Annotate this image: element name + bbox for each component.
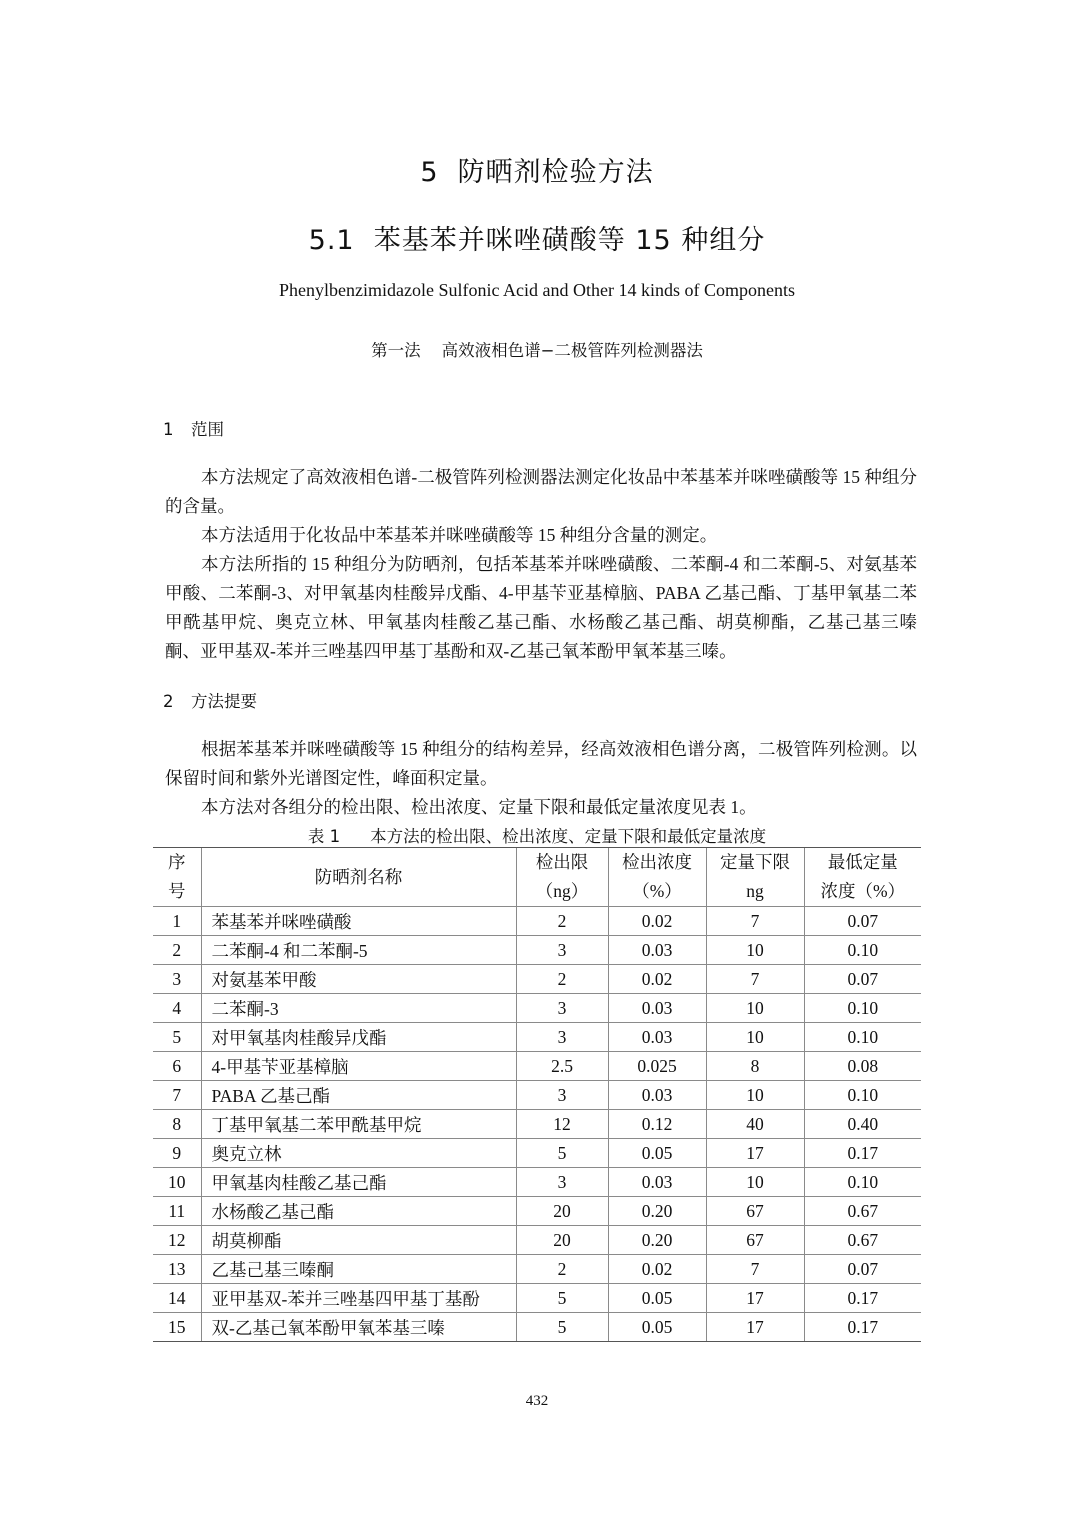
section-title-english: Phenylbenzimidazole Sulfonic Acid and Other 14 kinds of Components — [279, 280, 795, 300]
cell-detection-concentration: 0.20 — [608, 1226, 706, 1255]
cell-index: 13 — [153, 1255, 201, 1284]
section-2-heading — [163, 688, 257, 712]
table-row — [153, 1255, 921, 1284]
cell-min-quant-concentration: 0.67 — [804, 1226, 921, 1255]
cell-min-quant-concentration: 0.08 — [804, 1052, 921, 1081]
table-row — [153, 965, 921, 994]
cell-quantitation-limit: 7 — [706, 1255, 804, 1284]
cell-name: 奥克立林 — [201, 1139, 516, 1168]
cell-quantitation-limit: 17 — [706, 1313, 804, 1342]
cell-detection-concentration: 0.02 — [608, 907, 706, 936]
cell-index: 4 — [153, 994, 201, 1023]
cell-index: 8 — [153, 1110, 201, 1139]
table-row — [153, 1284, 921, 1313]
cell-quantitation-limit: 7 — [706, 907, 804, 936]
paragraph: 本方法适用于化妆品中苯基苯并咪唑磺酸等 15 种组分含量的测定。 — [201, 525, 718, 545]
header-index: 序 号 — [153, 848, 201, 907]
cell-name: 亚甲基双-苯并三唑基四甲基丁基酚 — [201, 1284, 516, 1313]
cell-name: 苯基苯并咪唑磺酸 — [201, 907, 516, 936]
cell-detection-limit: 3 — [516, 1168, 608, 1197]
section-title: 苯基苯并咪唑磺酸等 15 种组分 — [373, 225, 766, 256]
cell-detection-concentration: 0.025 — [608, 1052, 706, 1081]
cell-min-quant-concentration: 0.40 — [804, 1110, 921, 1139]
cell-detection-concentration: 0.03 — [608, 1168, 706, 1197]
cell-detection-limit: 5 — [516, 1139, 608, 1168]
cell-index: 15 — [153, 1313, 201, 1342]
table-caption-title: 本方法的检出限、检出浓度、定量下限和最低定量浓度 — [370, 827, 767, 846]
cell-min-quant-concentration: 0.17 — [804, 1139, 921, 1168]
cell-quantitation-limit: 40 — [706, 1110, 804, 1139]
cell-index: 2 — [153, 936, 201, 965]
cell-detection-limit: 2.5 — [516, 1052, 608, 1081]
cell-detection-concentration: 0.05 — [608, 1284, 706, 1313]
section-1-number: 1 — [163, 420, 174, 439]
table-caption-number: 表 1 — [307, 827, 341, 846]
cell-min-quant-concentration: 0.10 — [804, 1168, 921, 1197]
cell-quantitation-limit: 8 — [706, 1052, 804, 1081]
header-detection-limit: 检出限 （ng） — [516, 848, 608, 907]
cell-detection-concentration: 0.12 — [608, 1110, 706, 1139]
cell-name: 双-乙基己氧苯酚甲氧苯基三嗪 — [201, 1313, 516, 1342]
header-quantitation-limit: 定量下限 ng — [706, 848, 804, 907]
table-row — [153, 1226, 921, 1255]
cell-name: 对甲氧基肉桂酸异戊酯 — [201, 1023, 516, 1052]
chapter-title: 防晒剂检验方法 — [457, 157, 654, 188]
cell-detection-concentration: 0.03 — [608, 936, 706, 965]
cell-detection-concentration: 0.02 — [608, 965, 706, 994]
cell-index: 1 — [153, 907, 201, 936]
cell-detection-limit: 20 — [516, 1226, 608, 1255]
cell-detection-limit: 3 — [516, 1081, 608, 1110]
cell-name: 对氨基苯甲酸 — [201, 965, 516, 994]
header-min-quant-concentration: 最低定量 浓度（%） — [804, 848, 921, 907]
cell-detection-limit: 2 — [516, 1255, 608, 1284]
page-number: 432 — [525, 1393, 549, 1409]
cell-name: PABA 乙基己酯 — [201, 1081, 516, 1110]
cell-min-quant-concentration: 0.17 — [804, 1284, 921, 1313]
table-row — [153, 1139, 921, 1168]
cell-detection-limit: 20 — [516, 1197, 608, 1226]
cell-name: 二苯酮-3 — [201, 994, 516, 1023]
cell-index: 3 — [153, 965, 201, 994]
cell-detection-concentration: 0.20 — [608, 1197, 706, 1226]
cell-detection-limit: 3 — [516, 994, 608, 1023]
method-number: 第一法 — [371, 341, 421, 360]
header-name: 防晒剂名称 — [201, 848, 516, 907]
cell-name: 胡莫柳酯 — [201, 1226, 516, 1255]
cell-index: 12 — [153, 1226, 201, 1255]
cell-min-quant-concentration: 0.10 — [804, 1023, 921, 1052]
cell-detection-limit: 2 — [516, 907, 608, 936]
cell-detection-limit: 3 — [516, 1023, 608, 1052]
table-row — [153, 1081, 921, 1110]
cell-index: 10 — [153, 1168, 201, 1197]
table-header-row — [153, 848, 921, 907]
table-row — [153, 1110, 921, 1139]
cell-detection-concentration: 0.05 — [608, 1139, 706, 1168]
cell-detection-concentration: 0.03 — [608, 1081, 706, 1110]
cell-detection-concentration: 0.03 — [608, 1023, 706, 1052]
cell-detection-concentration: 0.03 — [608, 994, 706, 1023]
cell-min-quant-concentration: 0.07 — [804, 1255, 921, 1284]
cell-quantitation-limit: 10 — [706, 936, 804, 965]
table-row — [153, 1023, 921, 1052]
cell-index: 5 — [153, 1023, 201, 1052]
cell-name: 二苯酮-4 和二苯酮-5 — [201, 936, 516, 965]
cell-detection-concentration: 0.02 — [608, 1255, 706, 1284]
cell-name: 丁基甲氧基二苯甲酰基甲烷 — [201, 1110, 516, 1139]
cell-quantitation-limit: 10 — [706, 994, 804, 1023]
cell-quantitation-limit: 10 — [706, 1081, 804, 1110]
cell-index: 11 — [153, 1197, 201, 1226]
method-heading — [0, 337, 1074, 361]
cell-quantitation-limit: 17 — [706, 1139, 804, 1168]
cell-quantitation-limit: 7 — [706, 965, 804, 994]
cell-name: 4-甲基苄亚基樟脑 — [201, 1052, 516, 1081]
paragraph: 本方法对各组分的检出限、检出浓度、定量下限和最低定量浓度见表 1。 — [201, 797, 757, 817]
paragraph: 本方法所指的 15 种组分为防晒剂，包括苯基苯并咪唑磺酸、二苯酮-4 和二苯酮-5、对氨基苯甲酸、二苯酮-3、对甲氧基肉桂酸异戊酯、4-甲基苄亚基樟脑、PABA 乙基己酯、丁基甲氧基二苯甲酰基甲烷、奥克立林、甲氧基肉桂酸乙基己酯、水杨酸乙基己酯、胡莫柳酯，乙基己基三嗪酮、亚甲基双-苯并三唑基四甲基丁基酚和双-乙基己氧苯酚甲氧苯基三嗪。 — [165, 554, 917, 661]
cell-name: 乙基己基三嗪酮 — [201, 1255, 516, 1284]
paragraph: 根据苯基苯并咪唑磺酸等 15 种组分的结构差异，经高效液相色谱分离，二极管阵列检测。以保留时间和紫外光谱图定性，峰面积定量。 — [165, 739, 917, 788]
cell-name: 水杨酸乙基己酯 — [201, 1197, 516, 1226]
cell-detection-limit: 3 — [516, 936, 608, 965]
section-2-body — [165, 735, 917, 822]
table-row — [153, 1052, 921, 1081]
cell-detection-limit: 5 — [516, 1284, 608, 1313]
section-2-title: 方法提要 — [191, 692, 257, 711]
cell-quantitation-limit: 17 — [706, 1284, 804, 1313]
section-1-heading — [163, 416, 224, 440]
cell-index: 7 — [153, 1081, 201, 1110]
table-row — [153, 907, 921, 936]
cell-min-quant-concentration: 0.10 — [804, 994, 921, 1023]
section-heading — [0, 218, 1074, 257]
table-row — [153, 1197, 921, 1226]
section-2-number: 2 — [163, 692, 174, 711]
cell-quantitation-limit: 67 — [706, 1226, 804, 1255]
table-row — [153, 994, 921, 1023]
cell-quantitation-limit: 10 — [706, 1168, 804, 1197]
table-row — [153, 1168, 921, 1197]
chapter-number: 5 — [420, 157, 439, 188]
cell-quantitation-limit: 10 — [706, 1023, 804, 1052]
cell-quantitation-limit: 67 — [706, 1197, 804, 1226]
header-detection-concentration: 检出浓度 （%） — [608, 848, 706, 907]
method-title: 高效液相色谱−二极管阵列检测器法 — [441, 341, 703, 360]
section-1-body — [165, 463, 917, 666]
cell-index: 9 — [153, 1139, 201, 1168]
cell-name: 甲氧基肉桂酸乙基己酯 — [201, 1168, 516, 1197]
cell-detection-limit: 5 — [516, 1313, 608, 1342]
table-row — [153, 1313, 921, 1342]
cell-min-quant-concentration: 0.07 — [804, 965, 921, 994]
cell-detection-concentration: 0.05 — [608, 1313, 706, 1342]
detection-limits-table — [153, 847, 921, 1342]
cell-detection-limit: 2 — [516, 965, 608, 994]
section-number: 5.1 — [308, 225, 355, 256]
cell-index: 14 — [153, 1284, 201, 1313]
table-caption — [0, 823, 1074, 847]
section-1-title: 范围 — [191, 420, 224, 439]
table-row — [153, 936, 921, 965]
cell-index: 6 — [153, 1052, 201, 1081]
chapter-heading — [0, 150, 1074, 189]
cell-min-quant-concentration: 0.67 — [804, 1197, 921, 1226]
cell-min-quant-concentration: 0.07 — [804, 907, 921, 936]
cell-min-quant-concentration: 0.17 — [804, 1313, 921, 1342]
cell-min-quant-concentration: 0.10 — [804, 936, 921, 965]
paragraph: 本方法规定了高效液相色谱-二极管阵列检测器法测定化妆品中苯基苯并咪唑磺酸等 15 种组分的含量。 — [165, 467, 917, 516]
cell-min-quant-concentration: 0.10 — [804, 1081, 921, 1110]
cell-detection-limit: 12 — [516, 1110, 608, 1139]
